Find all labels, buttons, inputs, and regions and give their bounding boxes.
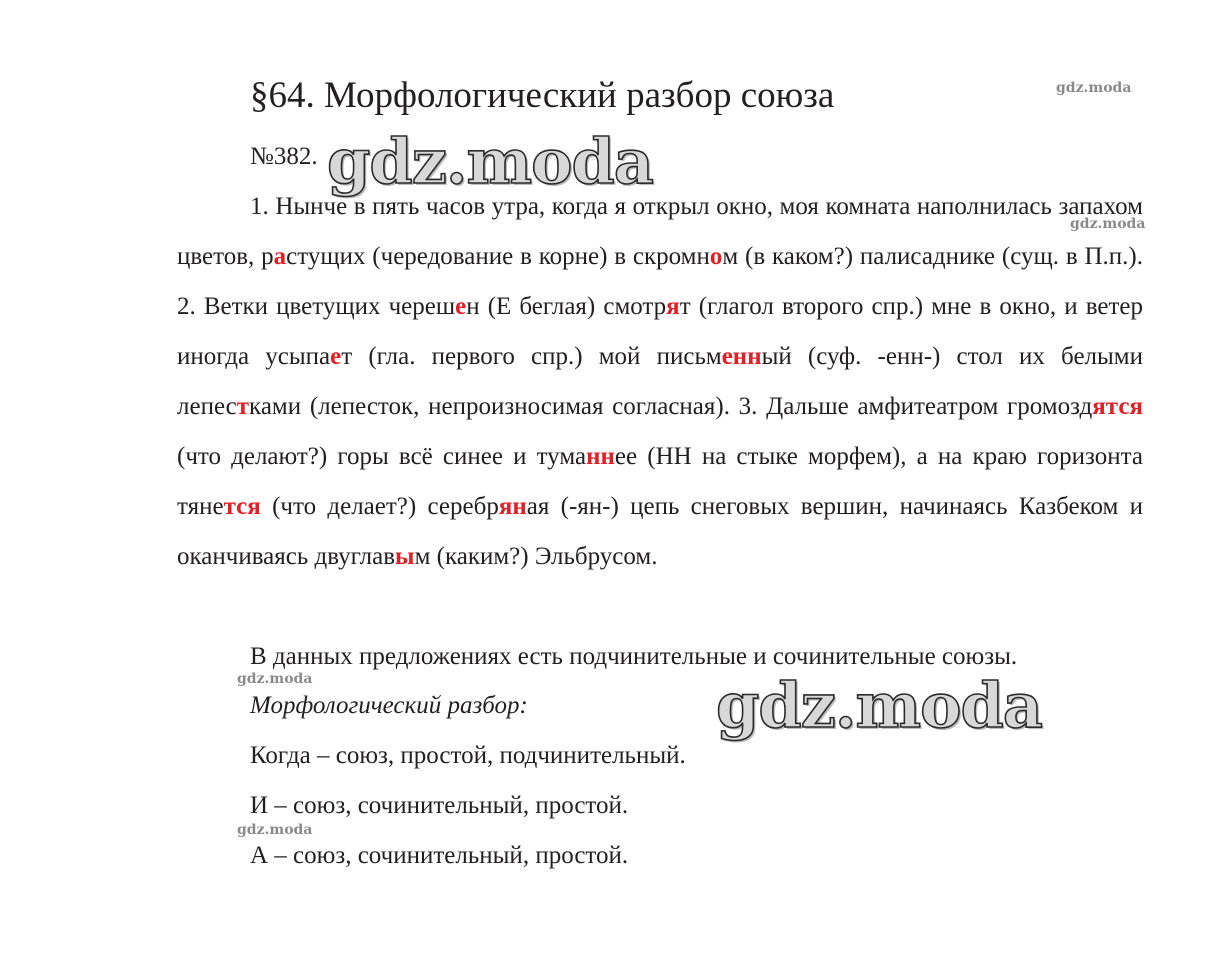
watermark-logo: gdz.moda: [327, 125, 653, 198]
watermark-small: gdz.moda: [237, 822, 313, 838]
text-fragment: 1. Нынче в пять часов утра, когда я открыл окно, моя комната наполнилась запахом цветов, р: [177, 193, 1143, 270]
text-fragment: м (в каком?) палисаднике: [722, 243, 996, 270]
text-fragment: ее (НН на стыке морфем), а на краю горизонта тяне: [177, 443, 1143, 520]
text-fragment: м (каким?) Эльбрусом.: [414, 543, 658, 570]
highlighted-letters: ятся: [1092, 393, 1143, 420]
highlighted-letters: а: [273, 243, 287, 270]
highlighted-letters: ян: [498, 493, 527, 520]
text-fragment: ками (лепесток, непроизносимая согласная). 3. Дальше амфитеатром громозд: [249, 393, 1093, 420]
text-fragment: т (гла. первого спр.) мой письм: [341, 343, 722, 370]
text-fragment: ый (суф. -енн-) стол их белыми лепес: [177, 343, 1144, 420]
analysis-line: И – союз, сочинительный, простой.: [250, 792, 629, 819]
summary-line: В данных предложениях есть подчинительные и сочинительные союзы.: [250, 643, 1018, 670]
text-fragment: стущих (чередование в корне) в скромн: [286, 243, 710, 270]
page-title: §64. Морфологический разбор союза: [250, 75, 835, 116]
text-fragment: (что делает?) серебр: [260, 493, 499, 520]
highlighted-letters: я: [666, 293, 680, 320]
analysis-line: А – союз, сочинительный, простой.: [250, 842, 629, 869]
text-fragment: ая (-ян-) цепь снеговых вершин, начинаясь Казбеком и оканчиваясь двуглав: [177, 493, 1143, 570]
text-fragment: (что делают?) горы всё синее и тума: [177, 443, 587, 470]
exercise-number: №382.: [250, 143, 318, 170]
highlighted-letters: е: [455, 293, 467, 320]
text-fragment: н (Е беглая) смотр: [466, 293, 667, 320]
analysis-heading: Морфологический разбор:: [250, 692, 528, 719]
highlighted-letters: енн: [721, 343, 762, 370]
highlighted-letters: т: [236, 393, 250, 420]
highlighted-letters: тся: [223, 493, 261, 520]
highlighted-letters: е: [330, 343, 342, 370]
watermark-logo: gdz.moda: [716, 669, 1042, 742]
watermark-small: gdz.moda: [1056, 80, 1132, 96]
analysis-line: Когда – союз, простой, подчинительный.: [250, 742, 686, 769]
highlighted-letters: нн: [586, 443, 615, 470]
text-fragment: т (глагол второго спр.) мне в окно, и ветер иногда усыпа: [177, 293, 1143, 370]
text-fragment: (сущ. в П.п.). 2. Ветки цветущих череш: [177, 243, 1143, 320]
exercise-text: [177, 182, 1146, 582]
watermark-small: gdz.moda: [1070, 216, 1146, 232]
highlighted-letters: о: [709, 243, 723, 270]
watermark-small: gdz.moda: [237, 671, 313, 687]
highlighted-letters: ы: [395, 543, 415, 570]
